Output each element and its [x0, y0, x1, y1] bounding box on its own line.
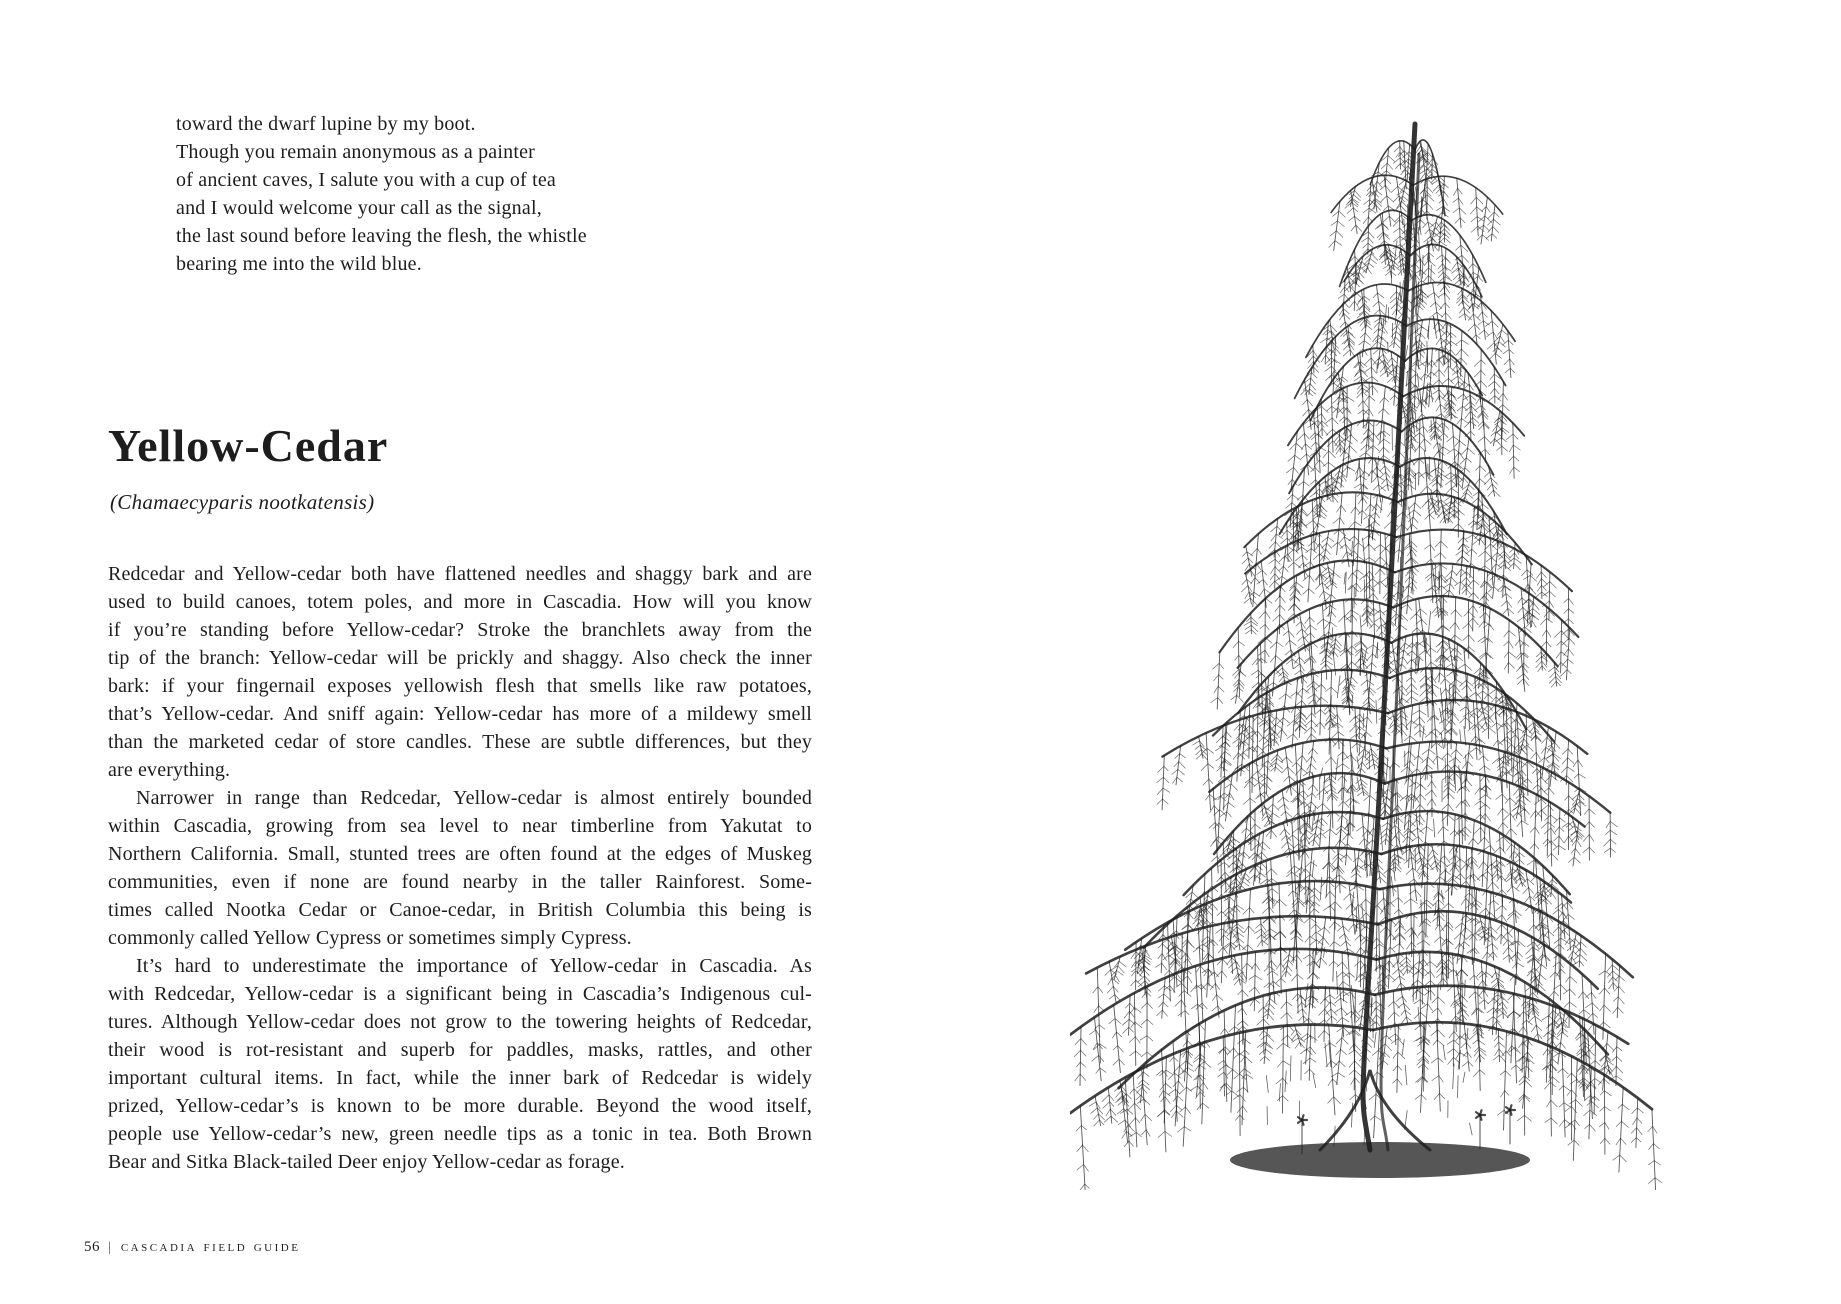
footer-separator: |	[108, 1240, 113, 1255]
body-line: It’s hard to underestimate the importance of Yellow-cedar in Cascadia. As	[136, 955, 812, 977]
body-line: than the marketed cedar of store candles. These are subtle differences, but they	[108, 731, 812, 753]
body-line: important cultural items. In fact, while the inner bark of Redcedar is widely	[108, 1067, 812, 1089]
poem-line: toward the dwarf lupine by my boot.	[176, 113, 476, 135]
body-line: if you’re standing before Yellow-cedar? Stroke the branchlets away from the	[108, 619, 812, 641]
poem-line: of ancient caves, I salute you with a cup of tea	[176, 169, 557, 191]
page-footer	[84, 1238, 300, 1256]
body-line: Bear and Sitka Black-tailed Deer enjoy Yellow-cedar as forage.	[108, 1151, 625, 1173]
entry-title: Yellow-Cedar	[108, 420, 389, 471]
body-line: bark: if your fingernail exposes yellowish flesh that smells like raw potatoes,	[108, 675, 812, 697]
body-line: Narrower in range than Redcedar, Yellow-cedar is almost entirely bounded	[136, 787, 812, 809]
body-line: are everything.	[108, 759, 231, 781]
right-page	[920, 0, 1841, 1304]
poem-line: bearing me into the wild blue.	[176, 253, 422, 275]
body-line: within Cascadia, growing from sea level to near timberline from Yakutat to	[108, 815, 812, 837]
left-page	[0, 0, 920, 1304]
body-line: people use Yellow-cedar’s new, green needle tips as a tonic in tea. Both Brown	[108, 1123, 812, 1145]
body-line: communities, even if none are found nearby in the taller Rainforest. Some-	[108, 871, 812, 893]
running-title: cascadia field guide	[120, 1238, 301, 1255]
body-line: that’s Yellow-cedar. And sniff again: Yellow-cedar has more of a mildewy smell	[108, 703, 812, 725]
body-line: Northern California. Small, stunted trees are often found at the edges of Muskeg	[108, 843, 812, 865]
page-number: 56	[84, 1239, 100, 1255]
body-line: used to build canoes, totem poles, and more in Cascadia. How will you know	[108, 591, 812, 613]
body-line: with Redcedar, Yellow-cedar is a significant being in Cascadia’s Indigenous cul-	[108, 983, 812, 1005]
body-line: commonly called Yellow Cypress or sometimes simply Cypress.	[108, 927, 632, 949]
body-line: tures. Although Yellow-cedar does not grow to the towering heights of Redcedar,	[108, 1011, 812, 1033]
entry-body	[108, 560, 812, 1176]
poem-line: the last sound before leaving the flesh, the whistle	[176, 225, 587, 247]
yellow-cedar-tree-icon	[1070, 110, 1710, 1190]
body-line: prized, Yellow-cedar’s is known to be more durable. Beyond the wood itself,	[108, 1095, 812, 1117]
scientific-name: (Chamaecyparis nootkatensis)	[110, 490, 375, 514]
poem-excerpt	[176, 110, 587, 278]
poem-line: and I would welcome your call as the signal,	[176, 197, 542, 219]
body-line: Redcedar and Yellow-cedar both have flattened needles and shaggy bark and are	[108, 563, 812, 585]
body-line: their wood is rot-resistant and superb for paddles, masks, rattles, and other	[108, 1039, 812, 1061]
poem-line: Though you remain anonymous as a painter	[176, 141, 536, 163]
body-line: times called Nootka Cedar or Canoe-cedar, in British Columbia this being is	[108, 899, 812, 921]
body-line: tip of the branch: Yellow-cedar will be prickly and shaggy. Also check the inner	[108, 647, 812, 669]
